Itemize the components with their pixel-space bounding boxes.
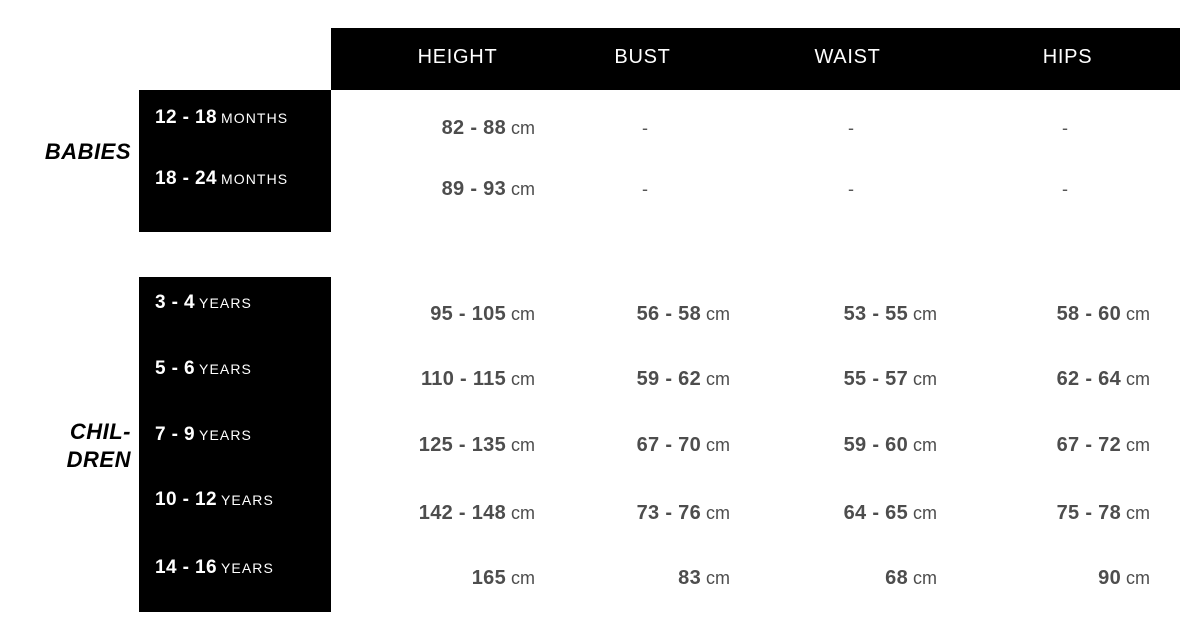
column-header-height: HEIGHT [417,46,498,68]
group-label-babies: BABIES [44,139,131,164]
size-range: 10 - 12 [155,489,217,510]
column-header-hips: HIPS [1042,46,1093,68]
size-unit: YEARS [220,492,274,508]
cell-children-4-height: 142 - 148 cm [418,502,535,524]
table-row-size-babies-2 [155,168,335,190]
table-row-size-children-4 [155,489,335,511]
size-unit: YEARS [220,560,274,576]
table-row-size-babies-1 [155,107,335,129]
size-range: 5 - 6 [155,358,196,379]
table-row-size-children-2 [155,358,335,380]
cell-children-4-bust: 73 - 76 cm [636,502,730,524]
size-range: 18 - 24 [155,168,217,189]
cell-children-1-height: 95 - 105 cm [430,303,535,325]
cell-children-1-waist: 53 - 55 cm [843,303,937,325]
cell-children-2-bust: 59 - 62 cm [636,368,730,390]
group-label-children [0,418,131,473]
cell-children-5-height: 165 cm [471,567,535,589]
cell-babies-2-waist: - [848,179,854,199]
cell-children-2-hips: 62 - 64 cm [1056,368,1150,390]
size-unit: MONTHS [220,171,289,187]
cell-babies-1-height: 82 - 88 cm [441,117,535,139]
table-row-size-children-5 [155,557,335,579]
cell-children-5-bust: 83 cm [678,567,730,589]
table-row-size-children-3 [155,424,335,446]
cell-children-3-bust: 67 - 70 cm [636,434,730,456]
group-label-children-line2: DREN [66,446,131,472]
cell-children-2-waist: 55 - 57 cm [843,368,937,390]
cell-children-3-height: 125 - 135 cm [418,434,535,456]
size-unit: YEARS [199,427,252,443]
size-unit: YEARS [199,361,252,377]
cell-babies-1-waist: - [848,118,854,138]
size-range: 7 - 9 [155,424,196,445]
cell-children-1-bust: 56 - 58 cm [636,303,730,325]
group-label-children-line1: CHIL- [69,419,131,444]
size-unit: MONTHS [220,110,289,126]
size-range: 3 - 4 [155,292,196,313]
size-unit: YEARS [199,295,252,311]
size-range: 14 - 16 [155,557,217,578]
cell-children-5-waist: 68 cm [885,567,937,589]
cell-babies-2-bust: - [642,179,648,199]
cell-children-4-waist: 64 - 65 cm [843,502,937,524]
cell-babies-1-hips: - [1062,118,1068,138]
column-header-bust: BUST [614,46,671,68]
cell-babies-2-hips: - [1062,179,1068,199]
column-header-waist: WAIST [814,46,881,68]
cell-children-5-hips: 90 cm [1098,567,1150,589]
cell-babies-2-height: 89 - 93 cm [441,178,535,200]
table-row-size-children-1 [155,292,335,314]
cell-children-3-hips: 67 - 72 cm [1056,434,1150,456]
cell-babies-1-bust: - [642,118,648,138]
cell-children-4-hips: 75 - 78 cm [1056,502,1150,524]
cell-children-3-waist: 59 - 60 cm [843,434,937,456]
cell-children-1-hips: 58 - 60 cm [1056,303,1150,325]
size-range: 12 - 18 [155,107,217,128]
cell-children-2-height: 110 - 115 cm [420,368,535,390]
